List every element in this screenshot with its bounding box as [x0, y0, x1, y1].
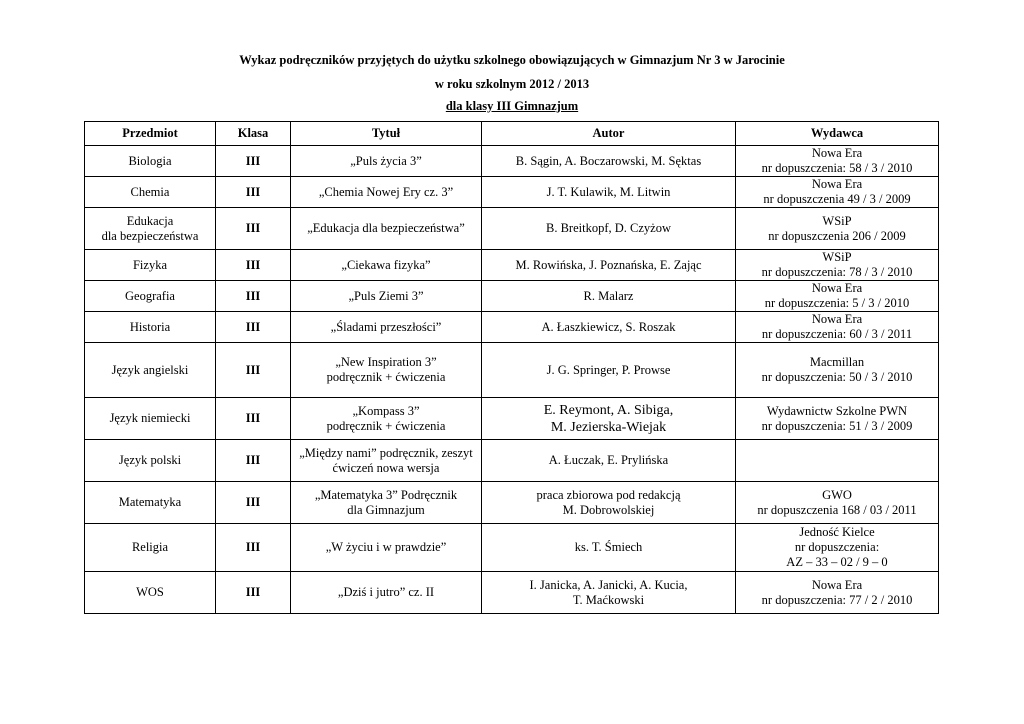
cell-przedmiot-line: Język polski: [118, 453, 182, 467]
cell-klasa: [216, 524, 291, 572]
table-row: [85, 398, 939, 440]
cell-wydawca-line: GWO: [822, 487, 852, 502]
cell-tytul: [291, 177, 482, 208]
cell-tytul-line: „New Inspiration 3”: [335, 355, 437, 369]
cell-klasa: [216, 482, 291, 524]
cell-wydawca-line: Jedność Kielce: [799, 525, 875, 539]
header-przedmiot: Przedmiot: [85, 122, 216, 146]
table-row: [85, 440, 939, 482]
cell-tytul-line: „Puls Ziemi 3”: [348, 288, 424, 303]
cell-wydawca: [736, 281, 939, 312]
cell-wydawca-line: Nowa Era: [811, 577, 863, 592]
cell-autor: [482, 177, 736, 208]
cell-przedmiot-line: Religia: [131, 540, 169, 554]
cell-wydawca: [736, 177, 939, 208]
cell-tytul: [291, 440, 482, 482]
cell-autor: [482, 440, 736, 482]
table-row: [85, 312, 939, 343]
cell-wydawca-line: WSiP: [822, 213, 852, 228]
cell-przedmiot: [85, 343, 216, 398]
textbook-table: [84, 121, 939, 614]
cell-tytul: [291, 312, 482, 343]
cell-przedmiot: [85, 250, 216, 281]
cell-autor: [482, 572, 736, 614]
cell-przedmiot: [85, 440, 216, 482]
cell-autor: [482, 343, 736, 398]
cell-tytul-line: ćwiczeń nowa wersja: [332, 460, 440, 475]
cell-wydawca: [736, 524, 939, 572]
cell-wydawca-line: nr dopuszczenia 206 / 2009: [768, 228, 906, 243]
cell-tytul-line: „Między nami” podręcznik, zeszyt: [299, 445, 473, 460]
cell-autor-line: R. Malarz: [583, 288, 634, 303]
cell-autor-line: T. Maćkowski: [572, 592, 645, 607]
cell-tytul: [291, 572, 482, 614]
cell-autor-line: M. Dobrowolskiej: [562, 502, 655, 517]
cell-klasa-line: III: [245, 288, 261, 303]
cell-wydawca-line: Wydawnictw Szkolne PWN: [766, 403, 908, 418]
cell-przedmiot-line: Geografia: [125, 288, 175, 303]
cell-klasa-line: III: [245, 221, 261, 235]
cell-tytul-line: „Matematyka 3” Podręcznik: [314, 487, 458, 502]
cell-przedmiot-line: dla bezpieczeństwa: [101, 228, 199, 243]
cell-tytul: [291, 250, 482, 281]
cell-przedmiot-line: Biologia: [128, 153, 172, 168]
cell-autor-line: praca zbiorowa pod redakcją: [536, 487, 681, 502]
cell-wydawca-line: nr dopuszczenia 168 / 03 / 2011: [757, 502, 917, 517]
cell-przedmiot-line: Język angielski: [111, 362, 189, 377]
cell-tytul: [291, 281, 482, 312]
cell-klasa: [216, 177, 291, 208]
cell-autor: [482, 146, 736, 177]
cell-tytul-line: „Puls życia 3”: [350, 153, 422, 168]
table-header-row: [85, 122, 939, 146]
cell-klasa: [216, 250, 291, 281]
cell-autor-line: A. Łuczak, E. Prylińska: [548, 453, 669, 467]
header-klasa: Klasa: [216, 122, 291, 146]
cell-przedmiot: [85, 572, 216, 614]
cell-wydawca-line: nr dopuszczenia 49 / 3 / 2009: [763, 192, 911, 206]
cell-przedmiot-line: Język niemiecki: [109, 411, 191, 425]
cell-przedmiot: [85, 398, 216, 440]
cell-klasa-line: III: [245, 184, 261, 199]
cell-wydawca-line: AZ – 33 – 02 / 9 – 0: [786, 555, 888, 569]
cell-tytul: [291, 146, 482, 177]
table-row: [85, 343, 939, 398]
cell-autor: [482, 524, 736, 572]
cell-autor-line: I. Janicka, A. Janicki, A. Kucia,: [529, 577, 688, 592]
cell-autor: [482, 398, 736, 440]
cell-tytul-line: „W życiu i w prawdzie”: [325, 540, 447, 554]
cell-wydawca: [736, 572, 939, 614]
cell-tytul: [291, 208, 482, 250]
cell-przedmiot: [85, 482, 216, 524]
cell-tytul-line: „Śladami przeszłości”: [330, 319, 442, 334]
cell-przedmiot: [85, 281, 216, 312]
cell-przedmiot-line: Edukacja: [126, 213, 174, 228]
cell-klasa-line: III: [245, 319, 261, 334]
class-line: dla klasy III Gimnazjum: [445, 99, 579, 113]
table-row: [85, 572, 939, 614]
cell-wydawca: [736, 482, 939, 524]
cell-tytul-line: podręcznik + ćwiczenia: [326, 418, 446, 433]
cell-autor: [482, 281, 736, 312]
cell-wydawca-line: nr dopuszczenia: 51 / 3 / 2009: [761, 418, 913, 433]
cell-klasa: [216, 343, 291, 398]
cell-autor-line: A. Łaszkiewicz, S. Roszak: [541, 319, 676, 334]
cell-przedmiot-line: WOS: [136, 585, 164, 599]
cell-autor: [482, 208, 736, 250]
cell-wydawca-line: Macmillan: [809, 355, 865, 369]
cell-tytul-line: „Chemia Nowej Ery cz. 3”: [318, 184, 454, 199]
cell-klasa: [216, 281, 291, 312]
cell-wydawca-line: nr dopuszczenia: 58 / 3 / 2010: [761, 161, 913, 175]
cell-tytul-line: dla Gimnazjum: [347, 502, 425, 517]
cell-tytul-line: podręcznik + ćwiczenia: [326, 370, 446, 384]
cell-wydawca-line: Nowa Era: [811, 312, 863, 326]
cell-autor: [482, 250, 736, 281]
cell-klasa-line: III: [245, 153, 261, 168]
cell-klasa-line: III: [245, 540, 261, 554]
cell-wydawca: [736, 312, 939, 343]
cell-klasa: [216, 398, 291, 440]
cell-tytul: [291, 343, 482, 398]
cell-klasa-line: III: [245, 453, 261, 467]
cell-wydawca: [736, 208, 939, 250]
cell-wydawca-line: nr dopuszczenia: 50 / 3 / 2010: [761, 370, 913, 384]
cell-przedmiot-line: Matematyka: [118, 495, 182, 509]
cell-klasa-line: III: [245, 585, 261, 599]
cell-klasa-line: III: [245, 257, 261, 272]
school-year-line: w roku szkolnym 2012 / 2013: [434, 77, 590, 91]
cell-tytul: [291, 482, 482, 524]
cell-przedmiot: [85, 312, 216, 343]
cell-wydawca-line: Nowa Era: [811, 281, 863, 295]
cell-autor-line: ks. T. Śmiech: [574, 540, 643, 554]
cell-klasa-line: III: [245, 495, 261, 509]
cell-tytul-line: „Ciekawa fizyka”: [341, 257, 431, 272]
table-row: [85, 482, 939, 524]
cell-klasa: [216, 312, 291, 343]
cell-autor-line: M. Rowińska, J. Poznańska, E. Zając: [515, 257, 702, 272]
cell-wydawca-line: nr dopuszczenia:: [794, 540, 880, 554]
cell-przedmiot: [85, 524, 216, 572]
cell-wydawca: [736, 343, 939, 398]
table-row: [85, 524, 939, 572]
cell-autor-line: B. Sągin, A. Boczarowski, M. Sęktas: [515, 153, 702, 168]
table-row: [85, 177, 939, 208]
header-autor: Autor: [482, 122, 736, 146]
table-row: [85, 208, 939, 250]
cell-przedmiot-line: Fizyka: [132, 257, 168, 272]
cell-autor-line: E. Reymont, A. Sibiga,: [543, 402, 674, 418]
cell-przedmiot: [85, 177, 216, 208]
cell-tytul-line: „Dziś i jutro” cz. II: [337, 585, 435, 599]
cell-klasa: [216, 440, 291, 482]
cell-przedmiot-line: Historia: [129, 319, 171, 334]
cell-wydawca: [736, 250, 939, 281]
cell-klasa-line: III: [245, 411, 261, 425]
cell-autor: [482, 482, 736, 524]
cell-przedmiot: [85, 208, 216, 250]
cell-wydawca: [736, 398, 939, 440]
cell-autor-line: B. Breitkopf, D. Czyżow: [546, 221, 671, 235]
cell-klasa: [216, 146, 291, 177]
cell-klasa-line: III: [245, 362, 261, 377]
table-row: [85, 281, 939, 312]
cell-wydawca-line: nr dopuszczenia: 5 / 3 / 2010: [764, 296, 910, 310]
cell-wydawca: [736, 146, 939, 177]
document-title: Wykaz podręczników przyjętych do użytku szkolnego obowiązujących w Gimnazjum Nr 3 w Jarocinie: [239, 53, 785, 67]
cell-autor-line: J. T. Kulawik, M. Litwin: [546, 184, 671, 199]
cell-wydawca-line: Nowa Era: [811, 146, 863, 160]
cell-wydawca-line: nr dopuszczenia: 60 / 3 / 2011: [761, 327, 913, 341]
cell-wydawca-line: nr dopuszczenia: 78 / 3 / 2010: [761, 265, 913, 279]
cell-klasa: [216, 572, 291, 614]
cell-przedmiot-line: Chemia: [130, 184, 170, 199]
table-row: [85, 250, 939, 281]
cell-tytul-line: „Kompass 3”: [352, 403, 420, 418]
cell-tytul: [291, 524, 482, 572]
cell-tytul-line: „Edukacja dla bezpieczeństwa”: [307, 221, 465, 235]
cell-klasa: [216, 208, 291, 250]
cell-wydawca-line: Nowa Era: [811, 177, 863, 191]
cell-tytul: [291, 398, 482, 440]
cell-autor: [482, 312, 736, 343]
cell-autor-line: J. G. Springer, P. Prowse: [546, 362, 671, 377]
table-row: [85, 146, 939, 177]
cell-przedmiot: [85, 146, 216, 177]
header-tytul: Tytuł: [291, 122, 482, 146]
cell-wydawca-line: nr dopuszczenia: 77 / 2 / 2010: [761, 592, 913, 607]
cell-autor-line: M. Jezierska-Wiejak: [550, 419, 667, 435]
cell-wydawca-line: WSiP: [822, 250, 852, 264]
cell-wydawca: [736, 440, 939, 482]
header-wydawca: Wydawca: [736, 122, 939, 146]
